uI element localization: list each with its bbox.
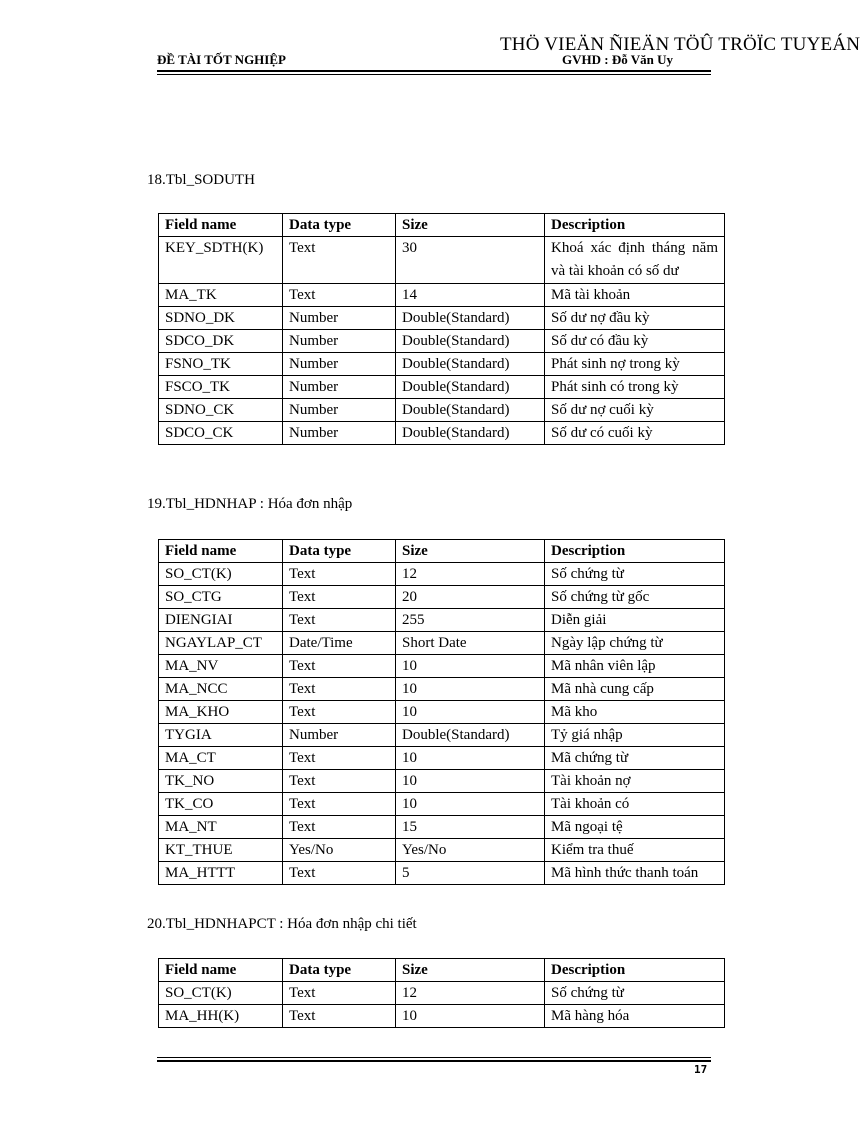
table-header-row — [159, 959, 725, 982]
section-title-19: 19.Tbl_HDNHAP : Hóa đơn nhập — [147, 496, 353, 512]
table-row — [159, 586, 725, 609]
cell-data-type: Text — [283, 701, 396, 724]
section-title-20: 20.Tbl_HDNHAPCT : Hóa đơn nhập chi tiết — [147, 916, 417, 932]
cell-description: Số chứng từ — [545, 982, 725, 1005]
footer-rule — [157, 1060, 711, 1062]
header-size: Size — [396, 959, 545, 982]
cell-field-name: MA_NCC — [159, 678, 283, 701]
table-row — [159, 237, 725, 284]
cell-data-type: Number — [283, 307, 396, 330]
table-row — [159, 609, 725, 632]
section-title-18: 18.Tbl_SODUTH — [147, 172, 255, 188]
cell-field-name: MA_TK — [159, 284, 283, 307]
table-row — [159, 399, 725, 422]
page-number: 17 — [694, 1063, 708, 1076]
cell-description: Số dư nợ cuối kỳ — [545, 399, 725, 422]
cell-size: 10 — [396, 747, 545, 770]
cell-size: 10 — [396, 770, 545, 793]
table-row — [159, 307, 725, 330]
cell-size: 255 — [396, 609, 545, 632]
cell-field-name: SO_CT(K) — [159, 563, 283, 586]
table-row — [159, 724, 725, 747]
cell-data-type: Number — [283, 330, 396, 353]
cell-size: 15 — [396, 816, 545, 839]
cell-size: Yes/No — [396, 839, 545, 862]
cell-field-name: NGAYLAP_CT — [159, 632, 283, 655]
cell-data-type: Text — [283, 655, 396, 678]
watermark-text: THÖ VIEÄN ÑIEÄN TÖÛ TRÖÏC TUYEÁN — [500, 34, 860, 55]
header-rule-thin — [157, 74, 711, 75]
cell-description: Số dư nợ đầu kỳ — [545, 307, 725, 330]
cell-field-name: SO_CT(K) — [159, 982, 283, 1005]
cell-field-name: SO_CTG — [159, 586, 283, 609]
table-row — [159, 353, 725, 376]
cell-field-name: TYGIA — [159, 724, 283, 747]
cell-data-type: Text — [283, 747, 396, 770]
header-rule — [157, 70, 711, 72]
cell-field-name: TK_NO — [159, 770, 283, 793]
table-header-row — [159, 540, 725, 563]
cell-data-type: Text — [283, 284, 396, 307]
cell-size: 30 — [396, 237, 545, 284]
cell-size: Short Date — [396, 632, 545, 655]
table-header-row — [159, 214, 725, 237]
cell-description: Mã hình thức thanh toán — [545, 862, 725, 885]
cell-description: Mã hàng hóa — [545, 1005, 725, 1028]
advisor-name: GVHD : Đỗ Văn Uy — [562, 52, 673, 67]
cell-field-name: FSCO_TK — [159, 376, 283, 399]
header-data-type: Data type — [283, 214, 396, 237]
footer-rule-thin — [157, 1057, 711, 1058]
cell-size: 10 — [396, 1005, 545, 1028]
header-size: Size — [396, 214, 545, 237]
cell-data-type: Number — [283, 376, 396, 399]
cell-data-type: Date/Time — [283, 632, 396, 655]
cell-field-name: DIENGIAI — [159, 609, 283, 632]
cell-data-type: Text — [283, 862, 396, 885]
cell-size: Double(Standard) — [396, 422, 545, 445]
table-hdnhap — [158, 539, 725, 885]
cell-description: Mã nhân viên lập — [545, 655, 725, 678]
header-field-name: Field name — [159, 959, 283, 982]
table-row — [159, 982, 725, 1005]
cell-size: Double(Standard) — [396, 353, 545, 376]
cell-data-type: Text — [283, 586, 396, 609]
cell-field-name: SDCO_DK — [159, 330, 283, 353]
cell-description: Mã nhà cung cấp — [545, 678, 725, 701]
header-data-type: Data type — [283, 540, 396, 563]
header-field-name: Field name — [159, 540, 283, 563]
cell-size: Double(Standard) — [396, 724, 545, 747]
cell-field-name: MA_NV — [159, 655, 283, 678]
cell-description: Số chứng từ gốc — [545, 586, 725, 609]
cell-description: Mã kho — [545, 701, 725, 724]
cell-data-type: Text — [283, 609, 396, 632]
cell-description: Số dư có đầu kỳ — [545, 330, 725, 353]
cell-data-type: Number — [283, 399, 396, 422]
cell-field-name: MA_HTTT — [159, 862, 283, 885]
table-row — [159, 747, 725, 770]
table-soduth — [158, 213, 725, 445]
cell-field-name: KT_THUE — [159, 839, 283, 862]
cell-field-name: FSNO_TK — [159, 353, 283, 376]
table-row — [159, 563, 725, 586]
cell-description: Tỷ giá nhập — [545, 724, 725, 747]
table-hdnhapct — [158, 958, 725, 1028]
cell-data-type: Text — [283, 678, 396, 701]
table-row — [159, 632, 725, 655]
cell-field-name: TK_CO — [159, 793, 283, 816]
table-row — [159, 839, 725, 862]
cell-field-name: MA_NT — [159, 816, 283, 839]
cell-data-type: Text — [283, 237, 396, 284]
header-size: Size — [396, 540, 545, 563]
cell-field-name: SDNO_CK — [159, 399, 283, 422]
header-description: Description — [545, 959, 725, 982]
cell-size: Double(Standard) — [396, 330, 545, 353]
cell-data-type: Text — [283, 793, 396, 816]
header-description: Description — [545, 540, 725, 563]
cell-description: Diễn giải — [545, 609, 725, 632]
header-data-type: Data type — [283, 959, 396, 982]
cell-description: Kiểm tra thuế — [545, 839, 725, 862]
cell-size: 10 — [396, 678, 545, 701]
header-field-name: Field name — [159, 214, 283, 237]
cell-data-type: Number — [283, 353, 396, 376]
cell-description: Tài khoản nợ — [545, 770, 725, 793]
cell-data-type: Yes/No — [283, 839, 396, 862]
cell-description: Phát sinh có trong kỳ — [545, 376, 725, 399]
cell-description: Mã chứng từ — [545, 747, 725, 770]
cell-field-name: MA_HH(K) — [159, 1005, 283, 1028]
table-row — [159, 816, 725, 839]
cell-size: 10 — [396, 701, 545, 724]
cell-field-name: MA_CT — [159, 747, 283, 770]
cell-size: Double(Standard) — [396, 399, 545, 422]
cell-size: Double(Standard) — [396, 307, 545, 330]
cell-field-name: KEY_SDTH(K) — [159, 237, 283, 284]
table-row — [159, 655, 725, 678]
cell-description: Số chứng từ — [545, 563, 725, 586]
table-row — [159, 862, 725, 885]
cell-data-type: Number — [283, 422, 396, 445]
cell-data-type: Text — [283, 563, 396, 586]
cell-field-name: SDCO_CK — [159, 422, 283, 445]
cell-size: 12 — [396, 563, 545, 586]
cell-size: 14 — [396, 284, 545, 307]
header-description: Description — [545, 214, 725, 237]
cell-description: Số dư có cuối kỳ — [545, 422, 725, 445]
cell-size: 10 — [396, 793, 545, 816]
cell-data-type: Number — [283, 724, 396, 747]
table-row — [159, 330, 725, 353]
cell-field-name: MA_KHO — [159, 701, 283, 724]
table-row — [159, 376, 725, 399]
table-row — [159, 422, 725, 445]
cell-size: Double(Standard) — [396, 376, 545, 399]
cell-description: Khoá xác định tháng năm và tài khoản có số dư — [545, 237, 725, 284]
table-row — [159, 793, 725, 816]
cell-size: 5 — [396, 862, 545, 885]
cell-size: 10 — [396, 655, 545, 678]
table-row — [159, 1005, 725, 1028]
cell-description: Phát sinh nợ trong kỳ — [545, 353, 725, 376]
cell-description: Mã tài khoản — [545, 284, 725, 307]
cell-field-name: SDNO_DK — [159, 307, 283, 330]
table-row — [159, 678, 725, 701]
table-row — [159, 284, 725, 307]
document-title: ĐỀ TÀI TỐT NGHIỆP — [157, 52, 286, 67]
cell-data-type: Text — [283, 770, 396, 793]
cell-description: Mã ngoại tệ — [545, 816, 725, 839]
table-row — [159, 770, 725, 793]
table-row — [159, 701, 725, 724]
cell-data-type: Text — [283, 982, 396, 1005]
cell-description: Tài khoản có — [545, 793, 725, 816]
cell-size: 12 — [396, 982, 545, 1005]
cell-description: Ngày lập chứng từ — [545, 632, 725, 655]
cell-size: 20 — [396, 586, 545, 609]
cell-data-type: Text — [283, 1005, 396, 1028]
cell-data-type: Text — [283, 816, 396, 839]
